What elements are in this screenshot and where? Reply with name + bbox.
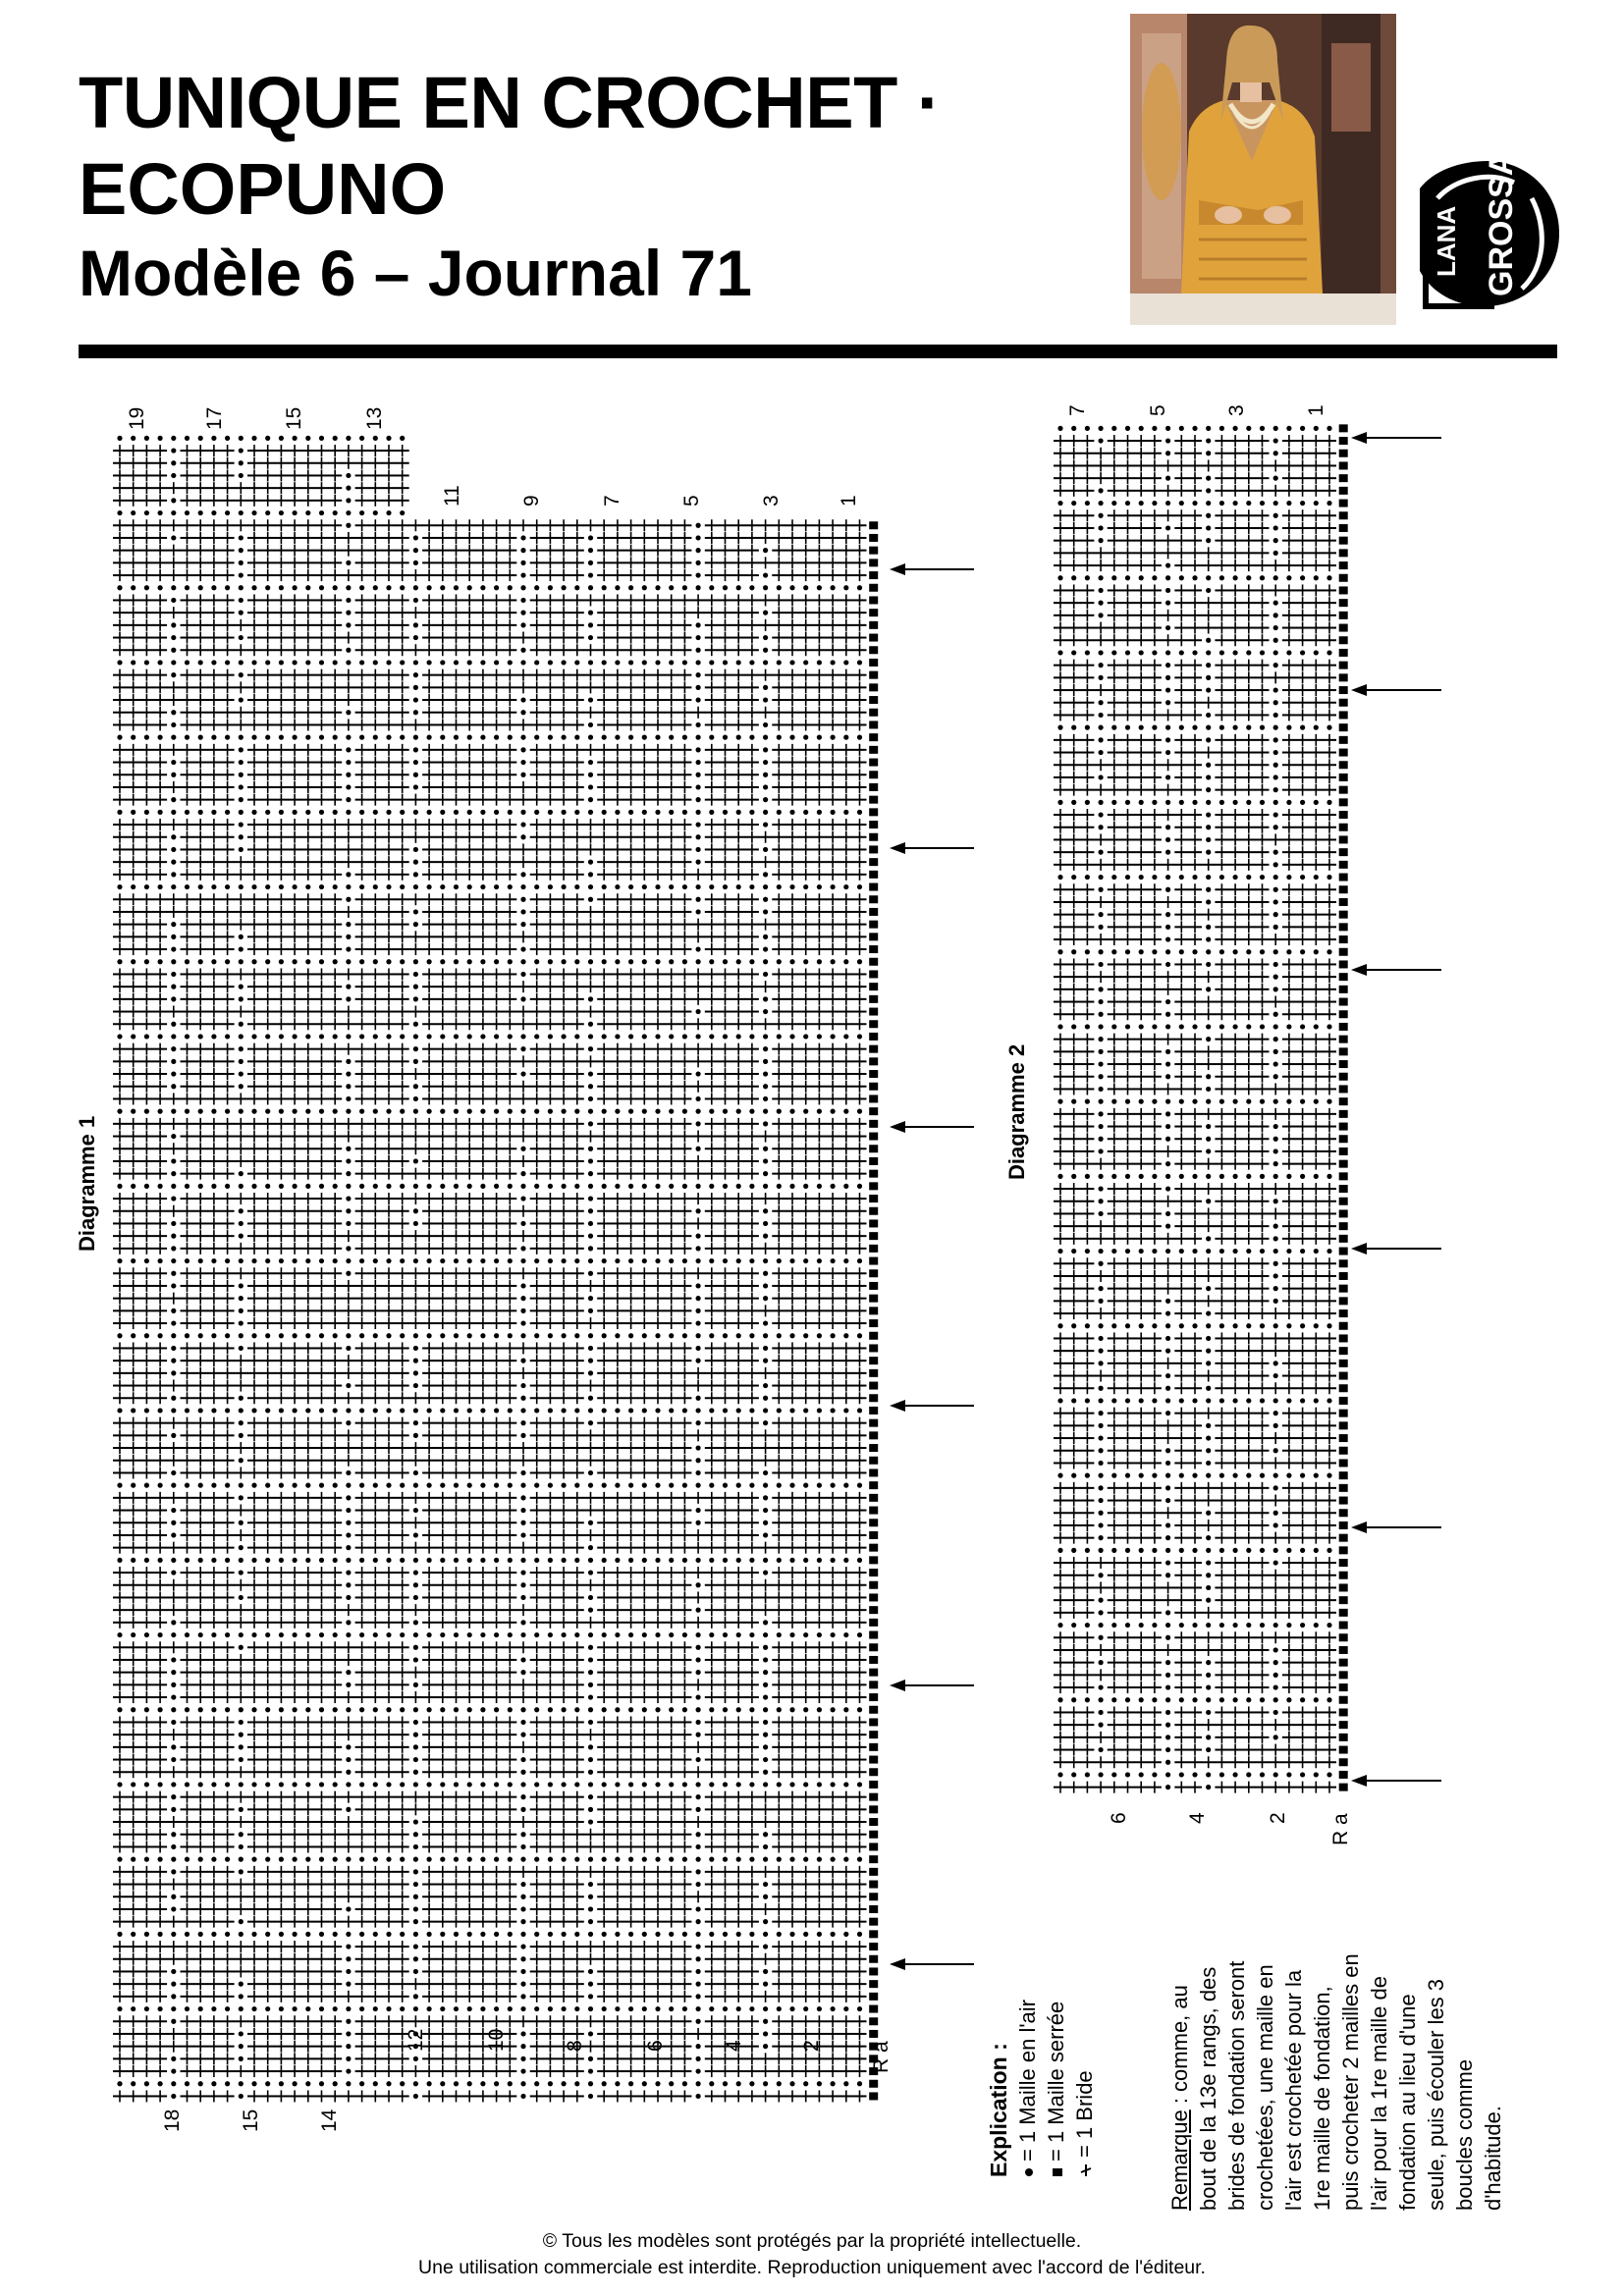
copyright-footer	[196, 2228, 1428, 2281]
legend-item-double-crochet	[1070, 1966, 1099, 2177]
legend-item-single-crochet	[1042, 1966, 1070, 2177]
footer-line-2: Une utilisation commerciale est interdite. Reproduction uniquement avec l'accord de l'éditeur.	[418, 2257, 1206, 2278]
diagram-2-label-text: Diagramme 2	[1004, 1043, 1029, 1180]
legend-item-chain-text: = 1 Maille en l'air	[1015, 2000, 1040, 2162]
svg-text:LANA: LANA	[1432, 205, 1461, 277]
page-title-line-1: TUNIQUE EN CROCHET ·	[79, 62, 941, 143]
legend-title: Explication :	[986, 2043, 1011, 2177]
chain-dot-icon	[1024, 2167, 1034, 2177]
diagram-1-label-text: Diagramme 1	[75, 1115, 99, 1252]
single-crochet-square-icon	[1052, 2167, 1063, 2177]
remark-label: Remarque	[1167, 2109, 1192, 2211]
page-title-line-2: ECOPUNO	[79, 148, 447, 230]
page-subtitle: Modèle 6 – Journal 71	[79, 237, 752, 309]
legend-item-single-crochet-text: = 1 Maille serrée	[1044, 2001, 1068, 2162]
legend-item-double-crochet-text: = 1 Bride	[1072, 2070, 1097, 2158]
svg-text:GROSSA: GROSSA	[1483, 159, 1520, 296]
remark-text: : comme, au bout de la 13e rangs, des brides de fondation seront crochetées, une maille en l'air est crochetée pour la 1re maille de fondation, puis crocheter 2 mailles en l'air pour la 1re maille de fondation au lieu d'une seule, puis écouler les 3 boucles comme d'habitude.	[1167, 1953, 1505, 2211]
footer-line-1: © Tous les modèles sont protégés par la propriété intellectuelle.	[542, 2230, 1082, 2252]
legend-item-chain	[1013, 1966, 1042, 2177]
diagram-2-grid	[1054, 424, 1348, 1792]
diagram-1-grid	[113, 436, 878, 2103]
double-crochet-cross-icon	[1073, 2163, 1099, 2177]
